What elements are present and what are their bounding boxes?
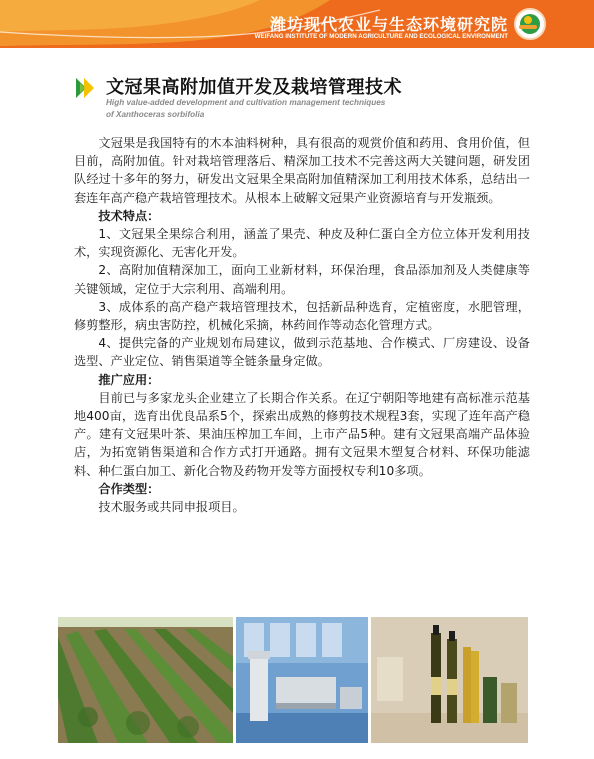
factory-photo (236, 617, 368, 743)
feature-item: 4、提供完备的产业规划布局建议，做到示范基地、合作模式、厂房建设、设备选型、产业定位、销售渠道等全链条量身定做。 (74, 336, 530, 369)
article-body (74, 134, 530, 516)
institute-logo-icon (514, 8, 546, 40)
logo-band (519, 25, 537, 29)
page-header (0, 0, 594, 48)
logo-sun (524, 16, 532, 24)
feature-item: 1、文冠果全果综合利用，涵盖了果壳、种皮及种仁蛋白全方位立体开发利用技术，实现资源化、无害化开发。 (74, 227, 530, 260)
products-photo (371, 617, 528, 743)
page-title: 文冠果高附加值开发及栽培管理技术 (106, 77, 402, 98)
institute-name-en: WEIFANG INSTITUTE OF MODERN AGRICULTURE AND ECOLOGICAL ENVIRONMENT (254, 33, 508, 40)
cooperation-heading: 合作类型： (98, 481, 160, 496)
application-heading: 推广应用： (98, 372, 160, 387)
application-paragraph: 目前已与多家龙头企业建立了长期合作关系。在辽宁朝阳等地建有高标准示范基地400亩，选育出优良品系5个，探索出成熟的修剪技术规程3套，实现了连年高产稳产。建有文冠果叶茶、果油压榨加工车间，上市产品5种。建有文冠果高端产品体验店，为拓宽销售渠道和合作方式打开通路。拥有文冠果木塑复合材料、环保功能滤料、种仁蛋白加工、新化合物及药物开发等方面授权专利10多项。 (74, 390, 530, 478)
page-subtitle-en (106, 97, 486, 121)
subtitle-line-1: High value-added development and cultivation management techniques (106, 98, 386, 107)
double-arrow-icon (74, 74, 98, 102)
feature-item: 3、成体系的高产稳产栽培管理技术，包括新品种选育，定植密度，水肥管理，修剪整形，病虫害防控，机械化采摘，林药间作等动态化管理方式。 (74, 299, 530, 333)
subtitle-line-2: of Xanthoceras sorbifolia (106, 110, 205, 119)
institute-name-cn: 潍坊现代农业与生态环境研究院 (269, 15, 508, 34)
field-photo (58, 617, 233, 743)
features-heading: 技术特点： (98, 208, 160, 223)
cooperation-paragraph: 技术服务或共同申报项目。 (98, 500, 245, 515)
intro-paragraph: 文冠果是我国特有的木本油料树种，具有很高的观赏价值和药用、食用价值，但目前，高附加值。针对栽培管理落后、精深加工技术不完善这两大关键问题，研发团队经过十多年的努力，研发出文冠果全果高附加值精深加工利用技术体系，总结出一套连年高产稳产栽培管理技术。从根本上破解文冠果产业资源培育与开发瓶颈。 (74, 136, 530, 205)
feature-item: 2、高附加值精深加工，面向工业新材料，环保治理，食品添加剂及人类健康等关键领域，定位于大宗利用、高端利用。 (74, 263, 530, 296)
photo-strip (58, 617, 528, 743)
